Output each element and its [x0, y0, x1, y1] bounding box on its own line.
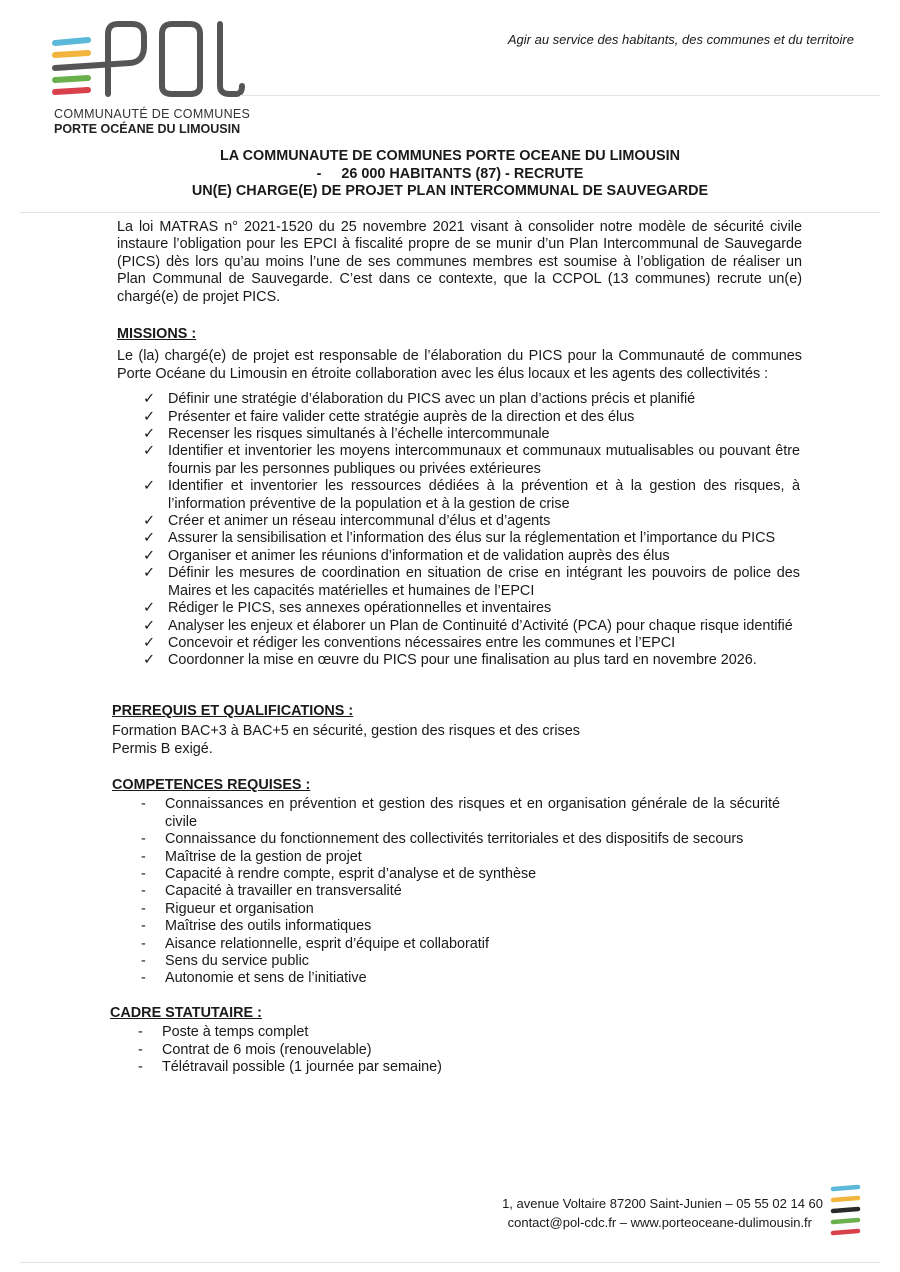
list-item-text: Sens du service public — [165, 953, 309, 970]
mission-item — [143, 547, 800, 565]
missions-list — [143, 391, 800, 670]
checkmark-icon: ✓ — [143, 391, 156, 408]
list-item-text: Maîtrise de la gestion de projet — [165, 848, 362, 865]
prerequis-section — [112, 703, 812, 758]
list-item-text: Définir une stratégie d’élaboration du PICS avec un plan d’actions précis et planifié — [168, 391, 696, 408]
list-item-text: Organiser et animer les réunions d’information et de validation auprès des élus — [168, 547, 670, 564]
missions-intro: Le (la) chargé(e) de projet est responsable de l’élaboration du PICS pour la Communauté de communes Porte Océane du Limousin en étroite collaboration avec les élus locaux et les agents des collectivités : — [117, 348, 802, 382]
checkmark-icon: ✓ — [143, 634, 156, 651]
list-item-text: Maîtrise des outils informatiques — [165, 918, 372, 935]
cadre-list — [138, 1024, 810, 1076]
list-item-text: Coordonner la mise en œuvre du PICS pour une finalisation au plus tard en novembre 2026. — [168, 652, 757, 669]
dash-bullet: - — [141, 796, 146, 813]
cadre-item — [138, 1041, 810, 1059]
prerequis-line: Permis B exigé. — [112, 740, 213, 757]
competence-item — [141, 831, 780, 848]
list-item-text: Définir les mesures de coordination en situation de crise en intégrant les pouvoirs de police des Maires et les capacités matérielles et humaines de l’EPCI — [168, 565, 800, 599]
list-item-text: Identifier et inventorier les moyens intercommunaux et communaux mutualisables ou pouvant être fournis par les personnes publiques ou privées extérieures — [168, 443, 800, 477]
checkmark-icon: ✓ — [143, 513, 156, 530]
list-item-text: Télétravail possible (1 journée par semaine) — [162, 1059, 442, 1076]
logo-stripe-blue — [55, 40, 88, 43]
list-item-text: Capacité à travailler en transversalité — [165, 883, 402, 900]
competence-item — [141, 900, 780, 918]
checkmark-icon: ✓ — [143, 547, 156, 564]
logo-subtitle-2: PORTE OCÉANE DU LIMOUSIN — [54, 122, 241, 136]
dash-bullet: - — [141, 935, 146, 952]
list-item-text: Contrat de 6 mois (renouvelable) — [162, 1041, 372, 1058]
mission-item — [143, 391, 800, 408]
list-item-text: Aisance relationnelle, esprit d’équipe et collaboratif — [165, 935, 489, 952]
logo-stripe-yellow — [55, 53, 88, 55]
list-item-text: Connaissances en prévention et gestion des risques et en organisation générale de la sécurité civile — [165, 796, 780, 830]
mission-item — [143, 478, 800, 513]
intro-paragraph: La loi MATRAS n° 2021-1520 du 25 novembre 2021 visant à consolider notre modèle de sécurité civile instaure l’obligation pour les EPCI à fiscalité propre de se munir d’un Plan Intercommunal de Sauvegarde (PICS) dès lors qu’au moins l’une de ses communes membres est soumise à l’obligation de réaliser un Plan Communal de Sauvegarde. C’est dans ce contexte, que la CCPOL (13 communes) recrute un(e) chargé(e) de projet PICS. — [117, 219, 802, 305]
logo-stripe-green — [55, 78, 88, 80]
footer-divider — [20, 1262, 880, 1263]
cadre-section — [110, 1005, 810, 1077]
missions-section — [117, 326, 802, 670]
header-divider — [240, 95, 880, 96]
dash-bullet: - — [138, 1024, 143, 1041]
logo-stripe-red — [55, 90, 88, 92]
footer-logo-stripes-icon — [828, 1183, 864, 1239]
competence-item — [141, 918, 780, 935]
list-item-text: Connaissance du fonctionnement des collectivités territoriales et des dispositifs de secours — [165, 831, 744, 848]
checkmark-icon: ✓ — [143, 600, 156, 617]
competence-item — [141, 953, 780, 970]
mission-item — [143, 513, 800, 530]
list-item-text: Rigueur et organisation — [165, 900, 314, 917]
list-item-text: Analyser les enjeux et élaborer un Plan de Continuité d’Activité (PCA) pour chaque risque identifié — [168, 617, 793, 634]
title-line-1: LA COMMUNAUTE DE COMMUNES PORTE OCEANE DU LIMOUSIN — [220, 148, 680, 164]
dash-bullet: - — [141, 918, 146, 935]
mission-item — [143, 408, 800, 426]
competence-item — [141, 970, 780, 987]
cadre-item — [138, 1059, 810, 1076]
job-title — [0, 148, 900, 201]
dash-bullet: - — [138, 1059, 143, 1076]
dash-bullet: - — [141, 883, 146, 900]
competences-list — [141, 796, 780, 987]
competences-heading: COMPETENCES REQUISES : — [112, 777, 311, 793]
list-item-text: Rédiger le PICS, ses annexes opérationnelles et inventaires — [168, 600, 552, 617]
missions-heading: MISSIONS : — [117, 326, 197, 342]
checkmark-icon: ✓ — [143, 408, 156, 425]
mission-item — [143, 426, 800, 443]
dash-bullet: - — [141, 848, 146, 865]
list-item-text: Recenser les risques simultanés à l’échelle intercommunale — [168, 426, 550, 443]
title-divider — [20, 212, 880, 213]
mission-item — [143, 600, 800, 617]
dash-bullet: - — [141, 953, 146, 970]
list-item-text: Identifier et inventorier les ressources dédiées à la prévention et à la gestion des risques, à l’information préventive de la population et à la gestion de crise — [168, 478, 800, 512]
checkmark-icon: ✓ — [143, 617, 156, 634]
checkmark-icon: ✓ — [143, 652, 156, 669]
competences-section — [112, 777, 812, 988]
mission-item — [143, 443, 800, 478]
dash-bullet: - — [141, 866, 146, 883]
list-item-text: Poste à temps complet — [162, 1024, 309, 1041]
list-item-text: Autonomie et sens de l’initiative — [165, 970, 367, 987]
cadre-item — [138, 1024, 810, 1041]
title-line-2: - 26 000 HABITANTS (87) - RECRUTE — [316, 165, 584, 182]
competence-item — [141, 796, 780, 831]
dash-bullet: - — [138, 1041, 143, 1058]
checkmark-icon: ✓ — [143, 565, 156, 582]
mission-item — [143, 634, 800, 652]
competence-item — [141, 848, 780, 866]
competence-item — [141, 883, 780, 900]
title-line-3: UN(E) CHARGE(E) DE PROJET PLAN INTERCOMMUNAL DE SAUVEGARDE — [191, 183, 709, 199]
mission-item — [143, 617, 800, 635]
checkmark-icon: ✓ — [143, 478, 156, 495]
list-item-text: Concevoir et rédiger les conventions nécessaires entre les communes et l’EPCI — [168, 634, 676, 651]
list-item-text: Assurer la sensibilisation et l’information des élus sur la réglementation et l’importance du PICS — [168, 530, 776, 547]
checkmark-icon: ✓ — [143, 426, 156, 443]
tagline: Agir au service des habitants, des communes et du territoire — [507, 32, 854, 47]
mission-item — [143, 530, 800, 547]
logo-subtitle-1: COMMUNAUTÉ DE COMMUNES — [54, 107, 251, 121]
dash-bullet: - — [141, 970, 146, 987]
dash-bullet: - — [141, 831, 146, 848]
mission-item — [143, 652, 800, 669]
footer-address: 1, avenue Voltaire 87200 Saint-Junien – 05 55 02 14 60 — [502, 1196, 823, 1211]
checkmark-icon: ✓ — [143, 443, 156, 460]
pol-logo — [50, 18, 245, 103]
mission-item — [143, 565, 800, 600]
competence-item — [141, 935, 780, 953]
list-item-text: Présenter et faire valider cette stratégie auprès de la direction et des élus — [168, 408, 635, 425]
prerequis-line: Formation BAC+3 à BAC+5 en sécurité, gestion des risques et des crises — [112, 723, 580, 740]
cadre-heading: CADRE STATUTAIRE : — [110, 1005, 262, 1021]
prerequis-heading: PREREQUIS ET QUALIFICATIONS : — [112, 703, 354, 719]
footer-contact: contact@pol-cdc.fr – www.porteoceane-dulimousin.fr — [507, 1215, 812, 1230]
checkmark-icon: ✓ — [143, 530, 156, 547]
list-item-text: Créer et animer un réseau intercommunal d’élus et d’agents — [168, 513, 551, 530]
dash-bullet: - — [141, 900, 146, 917]
list-item-text: Capacité à rendre compte, esprit d’analyse et de synthèse — [165, 866, 537, 883]
competence-item — [141, 866, 780, 883]
